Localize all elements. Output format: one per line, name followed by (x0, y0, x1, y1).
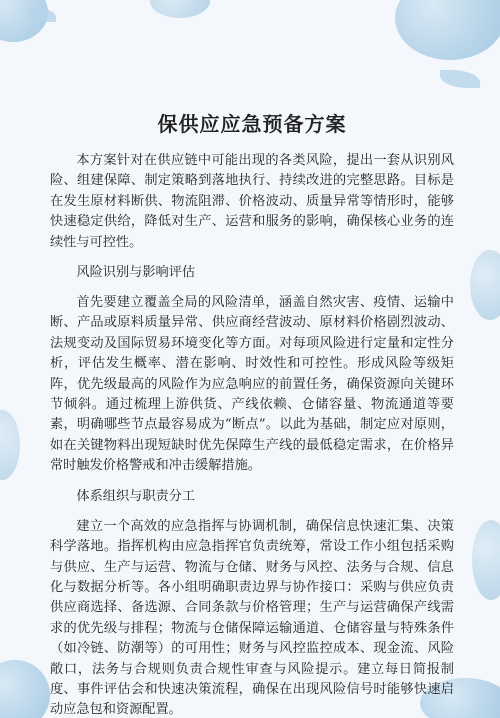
floral-decoration-right-lower (472, 520, 500, 600)
document-body (50, 108, 454, 718)
floral-decoration-top-right (395, 0, 500, 60)
document-title: 保供应应急预备方案 (157, 112, 347, 136)
section-heading-organization: 体系组织与职责分工 (76, 488, 196, 504)
floral-decoration-bottom-left (0, 660, 50, 718)
floral-decoration-top (150, 0, 210, 18)
section-body-risk: 首先要建立覆盖全局的风险清单，涵盖自然灾害、疫情、运输中断、产品或原料质量异常、供应商经营波动、原材料价格剧烈波动、法规变动及国际贸易环境变化等方面。对每项风险进行定量和定性分析，评估发生概率、潜在影响、时效性和可控性。形成风险等级矩阵，优先级最高的风险作为应急响应的前置任务，确保资源向关键环节倾斜。通过梳理上游供货、产线依赖、仓储容量、物流通道等要素，明确哪些节点最容易成为“断点”。以此为基础，制定应对原则，如在关键物料出现短缺时优先保障生产线的最低稳定需求，在价格异常时触发价格警戒和冲击缓解措施。 (50, 295, 454, 474)
intro-paragraph: 本方案针对在供应链中可能出现的各类风险，提出一套从识别风险、组建保障、制定策略到落地执行、持续改进的完整思路。目标是在发生原材料断供、物流阻滞、价格波动、质量异常等情形时，能够快速稳定供给，降低对生产、运营和服务的影响，确保核心业务的连续性与可控性。 (50, 153, 454, 250)
floral-decoration-left (0, 410, 20, 480)
floral-decoration-right (470, 250, 500, 320)
section-body-organization: 建立一个高效的应急指挥与协调机制，确保信息快速汇集、决策科学落地。指挥机构由应急指挥官负责统筹，常设工作小组包括采购与供应、生产与运营、物流与仓储、财务与风控、法务与合规、信息化与数据分析等。各小组明确职责边界与协作接口：采购与供应负责供应商选择、备选源、合同条款与价格管理；生产与运营确保产线需求的优先级与排程；物流与仓储保障运输通道、仓储容量与特殊条件（如冷链、防潮等）的可用性；财务与风控监控成本、现金流、风险敞口，法务与合规则负责合规性审查与风险提示。建立每日简报制度、事件评估会和快速决策流程，确保在出现风险信号时能够快速启动应急包和资源配置。 (50, 518, 454, 718)
leaf-decoration-top-right (440, 70, 480, 88)
section-heading-risk: 风险识别与影响评估 (76, 265, 196, 281)
